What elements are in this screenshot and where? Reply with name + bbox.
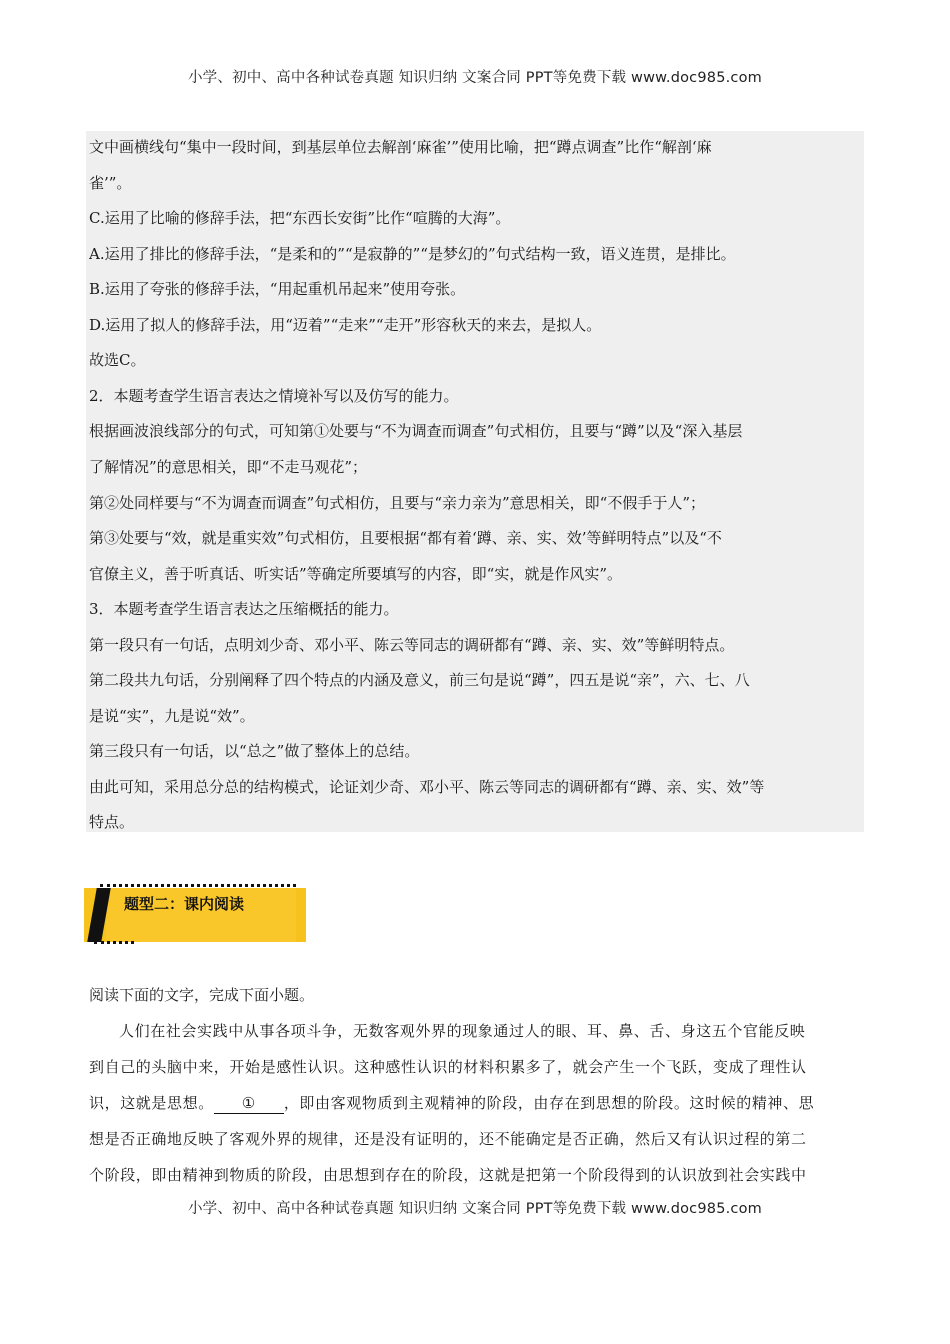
answer-line: C.运用了比喻的修辞手法，把“东西长安街”比作“喧腾的大海”。 (89, 209, 511, 227)
answer-line: 第②处同样要与“不为调查而调查”句式相仿，且要与“亲力亲为”意思相关，即“不假手于人”； (89, 494, 706, 512)
section-tag (84, 884, 306, 944)
passage-text: 识，这就是思想。 (89, 1094, 214, 1112)
answer-line: 是说“实”，九是说“效”。 (89, 707, 255, 725)
tag-dots-decoration (94, 941, 134, 948)
page-header: 小学、初中、高中各种试卷真题 知识归纳 文案合同 PPT等免费下载 www.doc985.com (187, 70, 763, 86)
passage-line: 个阶段，即由精神到物质的阶段，由思想到存在的阶段，这就是把第一个阶段得到的认识放到社会实践中 (89, 1166, 807, 1184)
answer-line: 故选C。 (89, 351, 146, 369)
answer-line: 3．本题考查学生语言表达之压缩概括的能力。 (89, 600, 399, 618)
answer-line: 由此可知，采用总分总的结构模式，论证刘少奇、邓小平、陈云等同志的调研都有“蹲、亲、实、效”等 (89, 778, 765, 796)
answer-line: 第一段只有一句话，点明刘少奇、邓小平、陈云等同志的调研都有“蹲、亲、实、效”等鲜明特点。 (89, 636, 735, 654)
passage-line: 人们在社会实践中从事各项斗争，无数客观外界的现象通过人的眼、耳、鼻、舌、身这五个官能反映 (119, 1022, 806, 1040)
answer-line: 根据画波浪线部分的句式，可知第①处要与“不为调查而调查”句式相仿，且要与“蹲”以及“深入基层 (89, 422, 743, 440)
section-title: 题型二：课内阅读 (124, 895, 245, 913)
passage-line-with-blank (89, 1093, 863, 1114)
tag-dots-decoration (100, 884, 296, 891)
page-footer: 小学、初中、高中各种试卷真题 知识归纳 文案合同 PPT等免费下载 www.doc985.com (187, 1201, 763, 1217)
answer-line: 了解情况”的意思相关，即“不走马观花”； (89, 458, 368, 476)
answer-explanation-box (86, 131, 864, 832)
answer-line: 2．本题考查学生语言表达之情境补写以及仿写的能力。 (89, 387, 459, 405)
reading-instruction: 阅读下面的文字，完成下面小题。 (89, 986, 315, 1004)
answer-line: 文中画横线句“集中一段时间，到基层单位去解剖‘麻雀’”使用比喻，把“蹲点调查”比作“解剖‘麻 (89, 138, 712, 156)
answer-line: 第二段共九句话，分别阐释了四个特点的内涵及意义，前三句是说“蹲”，四五是说“亲”，六、七、八 (89, 671, 750, 689)
answer-line: 官僚主义，善于听真话、听实话”等确定所要填写的内容，即“实，就是作风实”。 (89, 565, 623, 583)
answer-line: 雀’”。 (89, 174, 132, 192)
passage-text: ，即由客观物质到主观精神的阶段，由存在到思想的阶段。这时候的精神、思 (283, 1094, 815, 1112)
passage-line: 到自己的头脑中来，开始是感性认识。这种感性认识的材料积累多了，就会产生一个飞跃，变成了理性认 (89, 1058, 807, 1076)
answer-line: 第三段只有一句话，以“总之”做了整体上的总结。 (89, 742, 420, 760)
blank-1: ① (214, 1093, 284, 1114)
answer-line: A.运用了排比的修辞手法，“是柔和的”“是寂静的”“是梦幻的”句式结构一致，语义连贯，是排比。 (89, 245, 736, 263)
answer-line: B.运用了夸张的修辞手法，“用起重机吊起来”使用夸张。 (89, 280, 466, 298)
answer-line: D.运用了拟人的修辞手法，用“迈着”“走来”“走开”形容秋天的来去，是拟人。 (89, 316, 602, 334)
passage-line: 想是否正确地反映了客观外界的规律，还是没有证明的，还不能确定是否正确，然后又有认识过程的第二 (89, 1130, 807, 1148)
answer-line: 特点。 (89, 813, 135, 831)
answer-line: 第③处要与“效，就是重实效”句式相仿，且要根据“都有着‘蹲、亲、实、效’等鲜明特点”以及“不 (89, 529, 722, 547)
